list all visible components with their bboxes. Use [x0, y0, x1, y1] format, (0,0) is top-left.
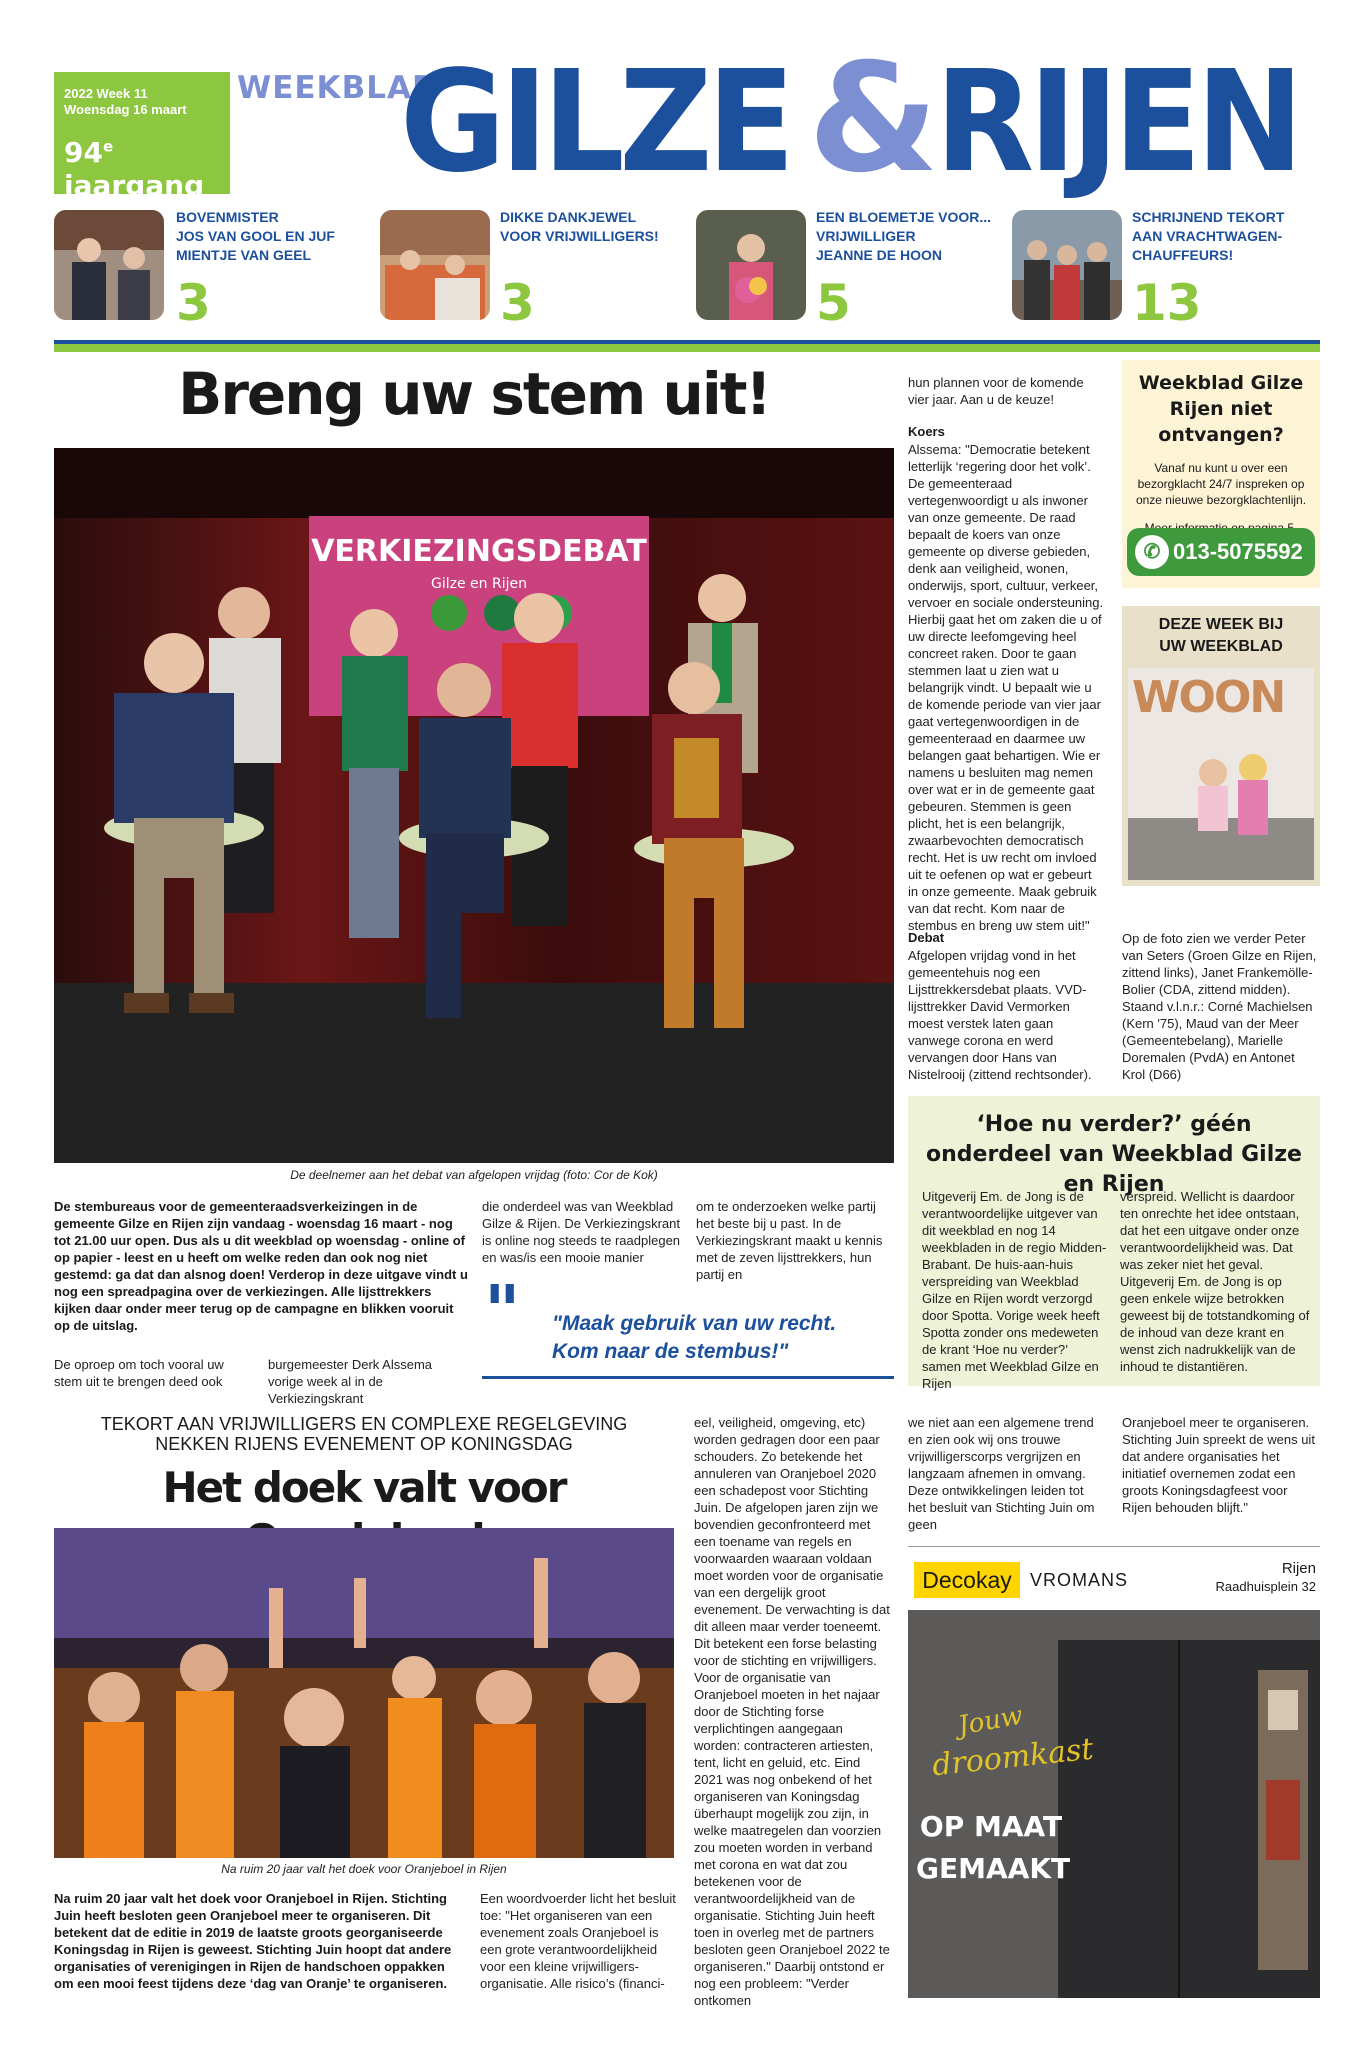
teaser-page-4: 13: [1132, 274, 1202, 332]
hoe-nu-col2: verspreid. Wellicht is daardoor ten onrechte het idee ontstaan, dat het een uitgave onder onze verantwoordelijkheid was. Dat was zeker niet het geval. Uitgeverij Em. de Jong is op geen enkele wijze betrokken geweest bij de totstandkoming of de inhoud van deze krant en wenst zich nadrukkelijk van de inhoud te distantiëren.: [1120, 1189, 1310, 1374]
ad-script-2: droomkast: [930, 1731, 1096, 1784]
woon-title: WOON: [1132, 672, 1285, 723]
ad-header[interactable]: [908, 1556, 1320, 1606]
teaser-photo-4[interactable]: [1012, 210, 1122, 320]
not-received-box: [1122, 360, 1320, 588]
teaser-page-3: 5: [816, 274, 851, 332]
oranje-col-e: Oranjeboel meer te organiseren. Stichting Juin spreekt de wens uit dat andere organisaties het initiatief overnemen zodat een groots Koningsdagfeest voor Rijen behouden blijft.": [1122, 1415, 1315, 1515]
phone-button[interactable]: [1127, 528, 1315, 576]
hoe-nu-col1: Uitgeverij Em. de Jong is de verantwoordelijke uitgever van dit weekblad en nog 14 weekbladen in de regio Midden-Brabant. De huis-aan-huis verspreiding van Weekblad Gilze en Rijen wordt verzorgd door Spotta. Vorige week heeft Spotta zonder ons medeweten de krant ‘Hoe nu verder?’ samen met Weekblad Gilze en Rijen: [922, 1189, 1107, 1391]
debat-heading: Debat: [908, 930, 945, 945]
ad-image[interactable]: [908, 1610, 1320, 1998]
masthead-title-rijen: RIJEN: [935, 41, 1299, 204]
lead-photo: [54, 448, 894, 1163]
oranje-photo: [54, 1528, 674, 1858]
teaser-photo-2[interactable]: [380, 210, 490, 320]
debat-text: Afgelopen vrijdag vond in het gemeentehuis nog een Lijsttrekkersdebat plaats. VVD-lijsttrekker David Vermorken moest verstek laten gaan vanwege corona en werd vervangen door Hans van Nistelrooij (zittend rechtsonder).: [908, 948, 1092, 1082]
oranje-photo-caption: Na ruim 20 jaar valt het doek voor Oranjeboel in Rijen: [221, 1862, 507, 1876]
quote-mark-icon: ": [484, 1269, 521, 1352]
ad-script-1: Jouw: [955, 1700, 1026, 1742]
masthead-weekblad: WEEKBLAD: [237, 70, 439, 106]
photo-banner-sub: Gilze en Rijen: [431, 576, 527, 592]
teaser-text-2[interactable]: DIKKE DANKJEWEL VOOR VRIJWILLIGERS!: [500, 209, 659, 244]
masthead-divider-green: [54, 344, 1320, 352]
ad-slogan: OP MAAT GEMAAKT: [916, 1810, 1071, 1885]
photo-banner-text: VERKIEZINGSDEBAT: [311, 534, 647, 569]
lead-col-b: burgemeester Derk Alssema vorige week al in de Verkiezingskrant: [268, 1357, 433, 1406]
edition-week: 2022 Week 11: [64, 86, 148, 101]
not-received-text: Vanaf nu kunt u over een bezorgklacht 24/7 inspreken op onze nieuwe bezorgklachtenlijn.: [1135, 461, 1307, 507]
lead-right-top: hun plannen voor de komende vier jaar. Aan u de keuze!: [908, 375, 1084, 407]
phone-number: 013-5075592: [1173, 539, 1303, 564]
masthead-title-gilze: GILZE: [400, 41, 790, 204]
lead-col-a: De oproep om toch vooral uw stem uit te brengen deed ook: [54, 1357, 224, 1389]
teaser-text-4[interactable]: SCHRIJNEND TEKORT AAN VRACHTWAGEN- CHAUFFEURS!: [1132, 209, 1285, 263]
teaser-text-1[interactable]: BOVENMISTER JOS VAN GOOL EN JUF MIENTJE VAN GEEL: [176, 209, 335, 263]
oranje-intro: Na ruim 20 jaar valt het doek voor Oranjeboel in Rijen. Stichting Juin heeft besloten geen Oranjeboel meer te organiseren. Dit betekent dat de editie in 2019 de laatste groots georganiseerde Koningsdag in Rijen is geweest. Stichting Juin hoopt dat andere organisaties of verenigingen in Rijen de handschoen oppakken om een mooi feest tijdens deze ‘dag van Oranje’ te organiseren.: [54, 1891, 452, 1991]
oranje-kicker: TEKORT AAN VRIJWILLIGERS EN COMPLEXE REGELGEVING NEKKEN RIJENS EVENEMENT OP KONINGSDAG: [100, 1414, 628, 1454]
oranje-col-d: we niet aan een algemene trend en zien ook wij ons trouwe vrijwilligerscorps vergrijzen en langzaam afnemen in omvang. Deze ontwikkelingen leiden tot het besluit van Stichting Juin om geen: [908, 1415, 1095, 1532]
photo-description: Op de foto zien we verder Peter van Seters (Groen Gilze en Rijen, zittend links), Janet Frankemölle-Bolier (CDA, zittend midden). Staand v.l.n.r.: Corné Machielsen (Kern '75), Maud van der Meer (Gemeentebelang), Marielle Doremalen (PvdA) en Antonet Krol (D66): [1122, 931, 1317, 1082]
oranje-headline[interactable]: Het doek valt voor: [162, 1463, 566, 1512]
jaargang: 94e jaargang: [64, 136, 205, 202]
teaser-page-2: 3: [500, 274, 535, 332]
decokay-logo: Decokay: [914, 1562, 1020, 1598]
oranje-col-c: eel, veiligheid, omgeving, etc) worden gedragen door een paar schouders. Zo betekende het annuleren van Oranjeboel 2020 een schadepost voor Stichting Juin. De afgelopen jaren zijn we bovendien geconfronteerd met een toename van regels en voorwaarden waaraan voldaan moet worden voor de organisatie van een dergelijk groot evenement. De verwachting is dat dit alleen maar verder toeneemt. Dit betekent een forse belasting voor de stichting en vrijwilligers. Voor de organisatie van Oranjeboel moeten in het najaar door de Stichting forse verplichtingen aangegaan worden: contracteren artiesten, tent, licht en geluid, etc. Eind 2021 was nog onbekend of het organiseren van Koningsdag überhaupt mogelijk zou zijn, in welke maatregelen dan voorzien zou moeten worden in verband met corona en wat dat zou betekenen voor de verantwoordelijkheid van de organisatie. Stichting Juin heeft toen in overleg met de partners besloten geen Oranjeboel 2022 te organiseren." Daarbij ontstond er nog een probleem: "Verder ontkomen: [694, 1415, 890, 2008]
lead-headline[interactable]: Breng uw stem uit!: [178, 360, 770, 428]
ad-location: Rijen Raadhuisplein 32: [1215, 1560, 1316, 1594]
teaser-photo-1[interactable]: [54, 210, 164, 320]
vromans-logo: VROMANS: [1030, 1570, 1129, 1590]
masthead-ampersand: &: [808, 32, 939, 206]
lead-intro: De stembureaus voor de gemeenteraadsverkeizingen in de gemeente Gilze en Rijen zijn vandaag - woensdag 16 maart - nog tot 21.00 uur open. Dus als u dit weekblad op woensdag - online of op papier - leest en u heeft om welke reden dan ook nog niet gestemd: ga dat dan alsnog doen! Verderop in deze uitgave vindt u nog een spreadpagina over de verkiezingen. Alle lijsttrekkers kijken daar onder meer terug op de campagne en blikken vooruit op de uitslag.: [54, 1199, 468, 1333]
teaser-photo-3[interactable]: [696, 210, 806, 320]
ad-divider: [908, 1546, 1320, 1547]
lead-col-c: die onderdeel was van Weekblad Gilze & Rijen. De Verkiezingskrant is online nog steeds te raadplegen en was/is een mooie manier: [482, 1199, 681, 1265]
lead-photo-caption: De deelnemer aan het debat van afgelopen vrijdag (foto: Cor de Kok): [290, 1168, 658, 1182]
lead-col-d: om te onderzoeken welke partij het beste bij u past. In de Verkiezingskrant maakt u kennis met de zeven lijsttrekkers, hun partij en: [696, 1199, 883, 1282]
quote-text: "Maak gebruik van uw recht. Kom naar de stembus!": [552, 1312, 837, 1363]
woon-cover: [1128, 668, 1314, 880]
hoe-nu-verder-box: [908, 1096, 1320, 1391]
teaser-page-1: 3: [176, 274, 211, 332]
oranje-col-b: Een woordvoerder licht het besluit toe: "Het organiseren van een evenement zoals Oranjeboel is een grote verantwoordelijkheid voor een kleine vrijwilligers-organisatie. Alle risico’s (financi-: [480, 1891, 676, 1991]
not-received-title: Weekblad Gilze Rijen niet ontvangen?: [1138, 372, 1304, 446]
lead-pull-quote: [482, 1269, 894, 1379]
hoe-nu-headline: ‘Hoe nu verder?’ géén onderdeel van Weekblad Gilze en Rijen: [926, 1112, 1302, 1197]
masthead-date-box: [54, 72, 230, 202]
edition-date: Woensdag 16 maart: [64, 102, 187, 117]
koers-heading: Koers: [908, 424, 945, 439]
koers-text: Alssema: "Democratie betekent letterlijk ‘regering door het volk’. De gemeenteraad vertegenwoordigt u als inwoner van onze gemeente. De raad bepaalt de koers van onze gemeente op diverse gebieden, denk aan veiligheid, wonen, onderwijs, sport, cultuur, verkeer, vervoer en sociale ondersteuning. Hierbij gaat het om zaken die u of uw directe leefomgeving heel concreet raken. Door te gaan stemmen laat u zien wat u belangrijk vindt. U bepaalt wie u de komende periode van vier jaar gaat vertegenwoordigen in de gemeenteraad en daarmee uw belangen gaat behartigen. Wie er namens u besluiten mag nemen over wat er in de gemeente gaat gebeuren. Stemmen is geen plicht, het is een belangrijk, zwaarbevochten democratisch recht. Het is uw recht om invloed uit te oefenen op wat er gebeurt in onze gemeente. Maak gebruik van dat recht. Kom naar de stembus en breng uw stem uit!": [908, 442, 1104, 933]
teaser-text-3[interactable]: EEN BLOEMETJE VOOR... VRIJWILLIGER JEANNE DE HOON: [816, 209, 992, 263]
this-week-box[interactable]: [1122, 606, 1320, 886]
phone-icon: ✆: [1135, 535, 1169, 569]
this-week-title: DEZE WEEK BIJ UW WEEKBLAD: [1158, 616, 1284, 655]
